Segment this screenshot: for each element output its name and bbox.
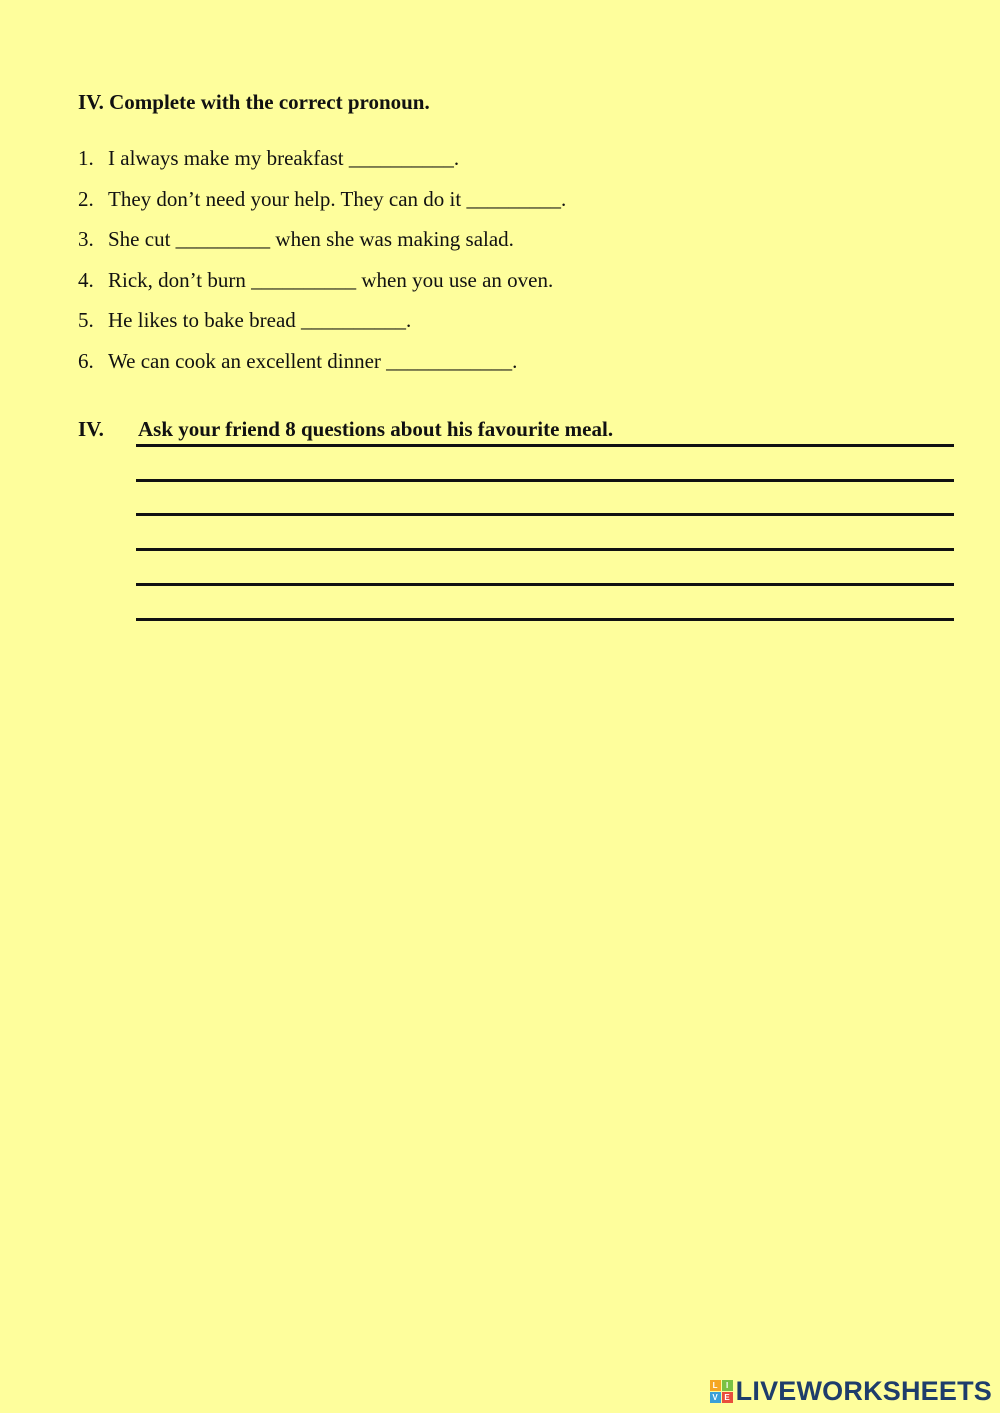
- exercise-list: [78, 144, 566, 388]
- logo-mark-letter: L: [710, 1380, 721, 1391]
- section-title: IV. Complete with the correct pronoun.: [78, 90, 430, 114]
- exercise-item-2: [78, 185, 566, 226]
- exercise-number: 2.: [78, 186, 94, 211]
- logo-text: LIVEWORKSHEETS: [735, 1376, 992, 1406]
- exercise-item-4: [78, 266, 566, 307]
- exercise-number: 6.: [78, 348, 94, 373]
- exercise-number: 4.: [78, 267, 94, 292]
- liveworksheets-logo: [710, 1376, 992, 1407]
- section-number: IV.: [78, 417, 104, 441]
- answer-line-2[interactable]: [136, 479, 954, 482]
- logo-mark-letter: V: [710, 1392, 721, 1403]
- exercise-number: 5.: [78, 308, 94, 333]
- answer-line-5[interactable]: [136, 583, 954, 586]
- logo-mark-letter: E: [722, 1392, 733, 1403]
- logo-mark-letter: I: [722, 1380, 733, 1391]
- exercise-item-5: [78, 306, 566, 347]
- exercise-number: 3.: [78, 227, 94, 252]
- answer-line-1[interactable]: [136, 444, 954, 447]
- exercise-text: We can cook an excellent dinner ____________.: [108, 348, 518, 373]
- answer-line-3[interactable]: [136, 513, 954, 516]
- exercise-text: I always make my breakfast __________.: [108, 146, 460, 170]
- exercise-item-3: [78, 225, 566, 266]
- questions-instruction: Ask your friend 8 questions about his favourite meal.: [138, 417, 614, 441]
- exercise-text: Rick, don’t burn __________ when you use an oven.: [108, 267, 554, 292]
- answer-line-4[interactable]: [136, 548, 954, 551]
- exercise-item-6: [78, 347, 566, 388]
- exercise-item-1: [78, 144, 566, 185]
- exercise-text: She cut _________ when she was making salad.: [108, 227, 514, 252]
- exercise-text: They don’t need your help. They can do it _________.: [108, 186, 567, 211]
- logo-mark-icon: [710, 1380, 733, 1403]
- answer-line-6[interactable]: [136, 618, 954, 621]
- exercise-number: 1.: [78, 146, 94, 170]
- exercise-text: He likes to bake bread __________.: [108, 308, 412, 333]
